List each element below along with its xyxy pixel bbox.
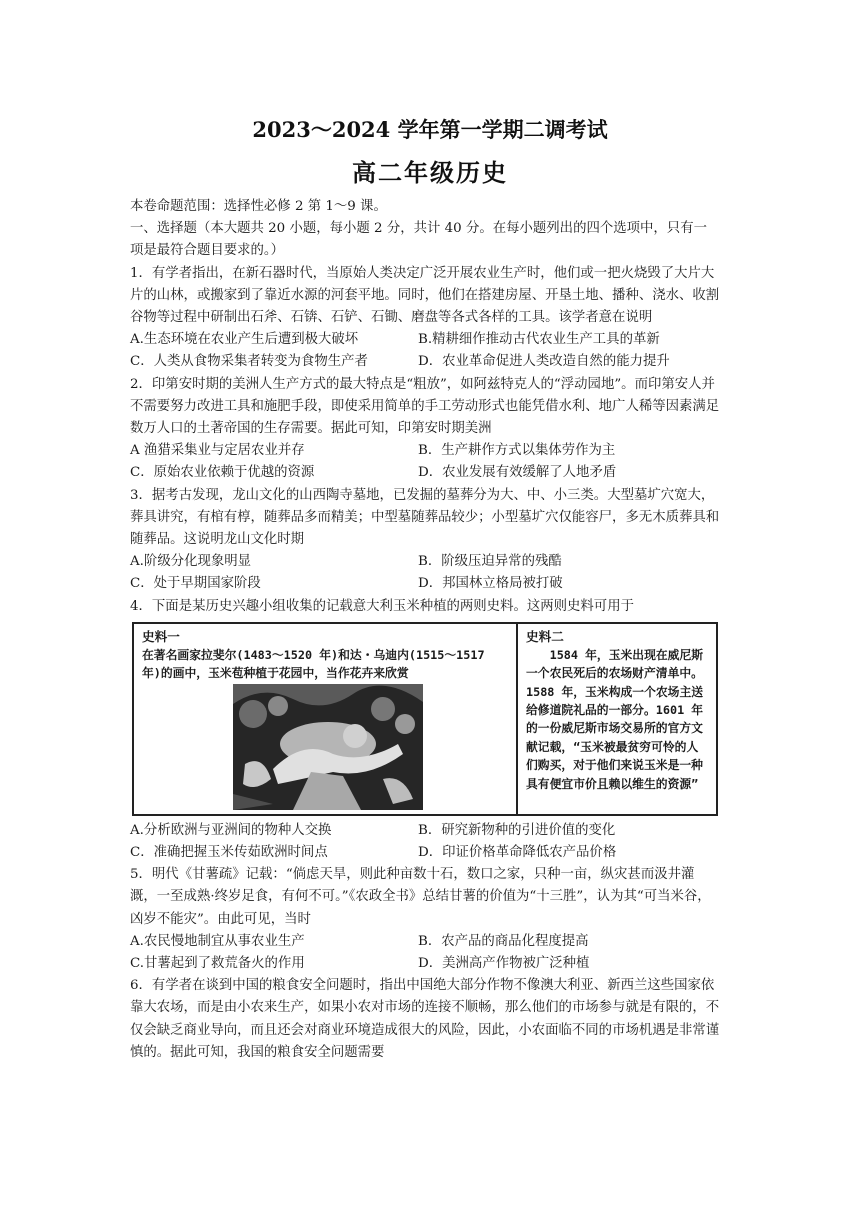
question-3-stem: 3．据考古发现，龙山文化的山西陶寺墓地，已发掘的墓葬分为大、中、小三类。大型墓圹穴宽大，葬具讲究，有棺有椁，随葬品多而精美；中型墓随葬品较少；小型墓圹穴仅能容尸，多无木质葬具和随葬品。这说明龙山文化时期 xyxy=(130,487,720,548)
option-a: A 渔猎采集业与定居农业并存 xyxy=(130,443,305,459)
option-d: D．美洲高产作物被广泛种植 xyxy=(418,956,590,972)
question-3-options-row-2 xyxy=(130,573,720,595)
option-b: B．农产品的商品化程度提高 xyxy=(418,933,589,949)
option-d: D．邦国林立格局被打破 xyxy=(418,576,563,592)
question-1-stem: 1．有学者指出，在新石器时代，当原始人类决定广泛开展农业生产时，他们或一把火烧毁了大片大片的山林，或搬家到了靠近水源的河套平地。同时，他们在搭建房屋、开垦土地、播种、浇水、收割谷物等过程中研制出石斧、石锛、石铲、石锄、磨盘等各式各样的工具。该学者意在说明 xyxy=(130,265,720,326)
option-a: A.生态环境在农业产生后遭到极大破坏 xyxy=(130,332,359,348)
renaissance-painting-image xyxy=(233,684,423,810)
option-b: B．研究新物种的引进价值的变化 xyxy=(418,822,616,838)
exam-body xyxy=(130,196,720,1064)
question-5-stem: 5．明代《甘薯疏》记载：“倘虑天旱，则此种亩数十石，数口之家，只种一亩，纵灾甚而汲井灌溉，一至成熟·终岁足食，有何不可。”《农政全书》总结甘薯的价值为“十三胜”，认为其“可当米谷，凶岁不能灾”。由此可见，当时 xyxy=(130,867,711,927)
option-d: D．印证价格革命降低农产品价格 xyxy=(418,845,617,861)
option-d: D．农业革命促进人类改造自然的能力提升 xyxy=(418,354,670,370)
source-1-title: 史料一 xyxy=(142,628,180,644)
painting-illustration xyxy=(233,684,423,810)
scope-line: 本卷命题范围：选择性必修 2 第 1～9 课。 xyxy=(130,199,387,214)
question-3-options-row-1 xyxy=(130,551,720,573)
question-6-stem: 6．有学者在谈到中国的粮食安全问题时，指出中国绝大部分作物不像澳大利亚、新西兰这些国家依靠大农场，而是由小农来生产，如果小农对市场的连接不顺畅，那么他们的市场参与就是有限的，不仅会缺乏商业导向，而且还会对商业环境造成很大的风险，因此，小农面临不同的市场机遇是非常谨慎的。据此可知，我国的粮食安全问题需要 xyxy=(130,978,720,1060)
question-2-stem: 2．印第安时期的美洲人生产方式的最大特点是“粗放”，如阿兹特克人的“浮动园地”。而印第安人并不需要努力改进工具和施肥手段，即使采用简单的手工劳动形式也能凭借水利、地广人稀等因素满足数万人口的土著帝国的生存需要。据此可知，印第安时期美洲 xyxy=(130,376,720,437)
question-4-stem: 4．下面是某历史兴趣小组收集的记载意大利玉米种植的两则史料。这两则史料可用于 xyxy=(130,598,634,614)
question-5-options-row-2 xyxy=(130,953,720,975)
option-b: B．阶级压迫异常的残酷 xyxy=(418,554,562,570)
source-material-box xyxy=(132,622,718,816)
question-2-options-row-2 xyxy=(130,462,720,484)
exam-subtitle: 高二年级历史 xyxy=(352,158,508,187)
option-b: B．生产耕作方式以集体劳作为主 xyxy=(418,443,616,459)
option-a: A.分析欧洲与亚洲间的物种人交换 xyxy=(130,822,332,838)
option-c: C．准确把握玉米传茹欧洲时间点 xyxy=(130,845,328,861)
source-2-title: 史料二 xyxy=(526,628,564,644)
option-a: A.阶级分化现象明显 xyxy=(130,554,252,570)
question-4-options-row-2 xyxy=(130,842,720,864)
source-1-text: 在著名画家拉斐尔(1483～1520 年)和达・乌迪内(1515～1517 年)的画中，玉米苞种植于花园中，当作花卉来欣赏 xyxy=(142,647,485,681)
section-heading: 一、选择题（本大题共 20 小题，每小题 2 分，共计 40 分。在每小题列出的四个选项中，只有一项是最符合题目要求的。） xyxy=(130,221,707,259)
option-d: D．农业发展有效缓解了人地矛盾 xyxy=(418,465,617,481)
option-a: A.农民慢地制宜从事农业生产 xyxy=(130,933,305,949)
option-c: C．原始农业依赖于优越的资源 xyxy=(130,465,315,481)
option-c: C．人类从食物采集者转变为食物生产者 xyxy=(130,354,368,370)
question-1-options-row-2 xyxy=(130,351,720,373)
question-1-options-row-1 xyxy=(130,329,720,351)
option-c: C.甘薯起到了救荒备火的作用 xyxy=(130,956,305,972)
exam-title: 2023～2024 学年第一学期二调考试 xyxy=(252,117,608,142)
option-b: B.精耕细作推动古代农业生产工具的革新 xyxy=(418,332,660,348)
source-1 xyxy=(134,624,518,814)
source-2-text: 1584 年，玉米出现在威尼斯一个农民死后的农场财产清单中。1588 年，玉米构成一个农场主送给修道院礼品的一部分。1601 年的一份威尼斯市场交易所的官方文献记载，“玉米被最贫穷可怜的人们购买，对于他们来说玉米是一种具有便宜市价且赖以维生的资源” xyxy=(526,647,704,791)
question-4-options-row-1 xyxy=(130,820,720,842)
question-2-options-row-1 xyxy=(130,440,720,462)
source-2 xyxy=(518,624,716,814)
option-c: C．处于早期国家阶段 xyxy=(130,576,261,592)
question-5-options-row-1 xyxy=(130,931,720,953)
